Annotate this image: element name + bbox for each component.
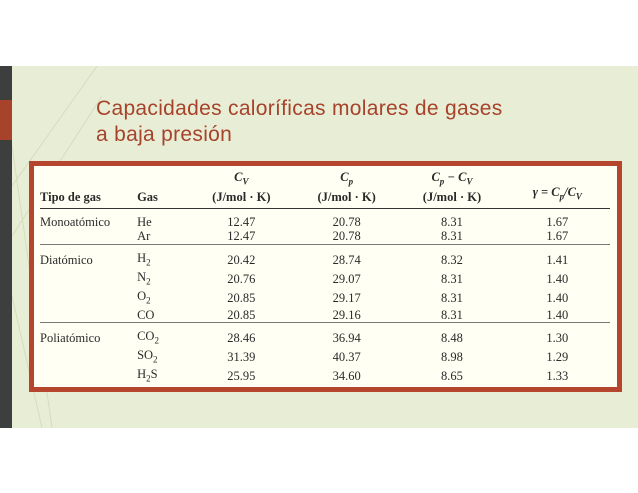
gas-formula: H	[137, 250, 147, 265]
slide	[0, 66, 638, 428]
gas-formula: H	[137, 367, 147, 381]
cell-cv: 25.95	[227, 369, 256, 384]
header-gamma-mid: /C	[564, 185, 576, 199]
cell-gamma: 1.30	[505, 323, 610, 349]
gas-subscript: 2	[146, 373, 151, 384]
heat-capacity-table	[40, 170, 610, 386]
gas-formula: He	[137, 214, 152, 229]
cell-tipo	[40, 308, 137, 323]
cell-gamma: 1.67	[546, 229, 569, 243]
cell-gas	[137, 348, 189, 367]
cell-tipo	[40, 348, 137, 367]
cell-cv: 20.42	[189, 244, 294, 270]
cell-tipo: Poliatómico	[40, 323, 137, 349]
header-gamma-sub2: V	[575, 191, 582, 202]
cell-gamma: 1.29	[546, 350, 569, 365]
cell-gamma: 1.40	[546, 271, 569, 286]
cell-diff: 8.32	[399, 244, 504, 270]
cell-gamma: 1.67	[546, 214, 569, 229]
cell-tipo	[40, 270, 137, 289]
header-cv	[189, 170, 294, 208]
cell-cv: 12.47	[227, 229, 256, 243]
cell-cp: 34.60	[332, 369, 361, 384]
cell-tipo	[40, 289, 137, 308]
cell-cp: 20.78	[332, 214, 361, 229]
table-row	[40, 208, 610, 229]
cell-tipo: Monoatómico	[40, 214, 111, 229]
gas-formula: CO	[137, 307, 155, 322]
cell-gas	[137, 208, 189, 229]
cell-gas	[137, 289, 189, 308]
title-accent-bar	[0, 100, 12, 140]
header-tipo: Tipo de gas	[40, 170, 137, 208]
cell-cp: 28.74	[294, 244, 399, 270]
table-header-row	[40, 170, 610, 208]
cell-tipo: Diatómico	[40, 244, 137, 270]
cell-cp: 36.94	[294, 323, 399, 349]
header-cp	[294, 170, 399, 208]
cell-gamma: 1.41	[505, 244, 610, 270]
cell-cv: 31.39	[227, 350, 256, 365]
table-row	[40, 308, 610, 323]
gas-subscript: 2	[153, 354, 158, 365]
cell-cp: 40.37	[332, 350, 361, 365]
cell-cp: 29.17	[332, 290, 361, 305]
cell-gas	[137, 308, 189, 323]
cell-diff: 8.31	[441, 214, 463, 229]
gas-formula: SO	[137, 348, 154, 362]
cell-diff: 8.31	[441, 229, 463, 243]
cell-gamma: 1.33	[546, 369, 569, 384]
gas-formula: O	[137, 288, 147, 303]
header-gas: Gas	[137, 170, 189, 208]
cell-diff: 8.98	[441, 350, 463, 365]
cell-cp: 29.07	[332, 271, 361, 286]
table-row	[40, 270, 610, 289]
gas-formula: N	[137, 269, 147, 284]
table-row	[40, 367, 610, 386]
header-gamma-pre: γ = C	[532, 185, 560, 199]
cell-gas	[137, 323, 189, 349]
header-diff	[399, 170, 504, 208]
cell-gas	[137, 367, 189, 386]
cell-cp: 29.16	[332, 307, 361, 322]
gas-subscript: 2	[146, 276, 151, 286]
header-cp-sub: p	[348, 176, 354, 187]
header-diff-symbol: C	[431, 170, 440, 184]
header-gamma-sub1: p	[559, 191, 565, 202]
cell-gas	[137, 229, 189, 244]
title-line-2: a baja presión	[96, 123, 233, 146]
cell-cv: 20.85	[227, 290, 256, 305]
cell-diff: 8.31	[441, 271, 463, 286]
header-cv-sub: V	[242, 176, 249, 187]
header-cp-symbol: C	[340, 170, 349, 184]
header-diff-sub2: V	[466, 176, 473, 187]
cell-gas	[137, 244, 189, 270]
gas-subscript: 2	[146, 257, 151, 267]
gas-subscript: 2	[154, 335, 159, 346]
cell-diff: 8.31	[441, 307, 463, 322]
header-cp-unit: (J/mol · K)	[317, 189, 376, 204]
table-row	[40, 229, 610, 244]
header-diff-unit: (J/mol · K)	[422, 189, 482, 204]
cell-cv: 20.85	[227, 307, 256, 322]
header-cv-symbol: C	[234, 170, 243, 184]
table-container	[34, 166, 617, 387]
table-row	[40, 244, 610, 270]
cell-diff: 8.65	[441, 369, 463, 384]
header-cv-unit: (J/mol · K)	[212, 189, 271, 204]
cell-cv: 20.76	[227, 271, 256, 286]
cell-cv: 28.46	[189, 323, 294, 349]
cell-diff: 8.31	[441, 290, 463, 305]
cell-gas	[137, 270, 189, 289]
table-row	[40, 323, 610, 349]
gas-formula: CO	[137, 329, 155, 343]
cell-gamma: 1.40	[546, 307, 569, 322]
gas-subscript: 2	[146, 295, 151, 305]
cell-cv: 12.47	[227, 214, 256, 229]
title-line-1: Capacidades caloríficas molares de gases	[96, 97, 503, 120]
table-row	[40, 289, 610, 308]
cell-tipo	[40, 367, 137, 386]
gas-formula: Ar	[137, 229, 151, 243]
header-diff-sub1: p	[439, 176, 445, 187]
cell-diff: 8.48	[399, 323, 504, 349]
table-row	[40, 348, 610, 367]
cell-gamma: 1.40	[546, 290, 569, 305]
header-gamma	[505, 170, 610, 208]
cell-cp: 20.78	[332, 229, 361, 243]
gas-suffix: S	[150, 367, 158, 381]
header-diff-mid: − C	[444, 170, 467, 184]
page-title	[96, 96, 626, 148]
cell-tipo	[40, 229, 137, 244]
